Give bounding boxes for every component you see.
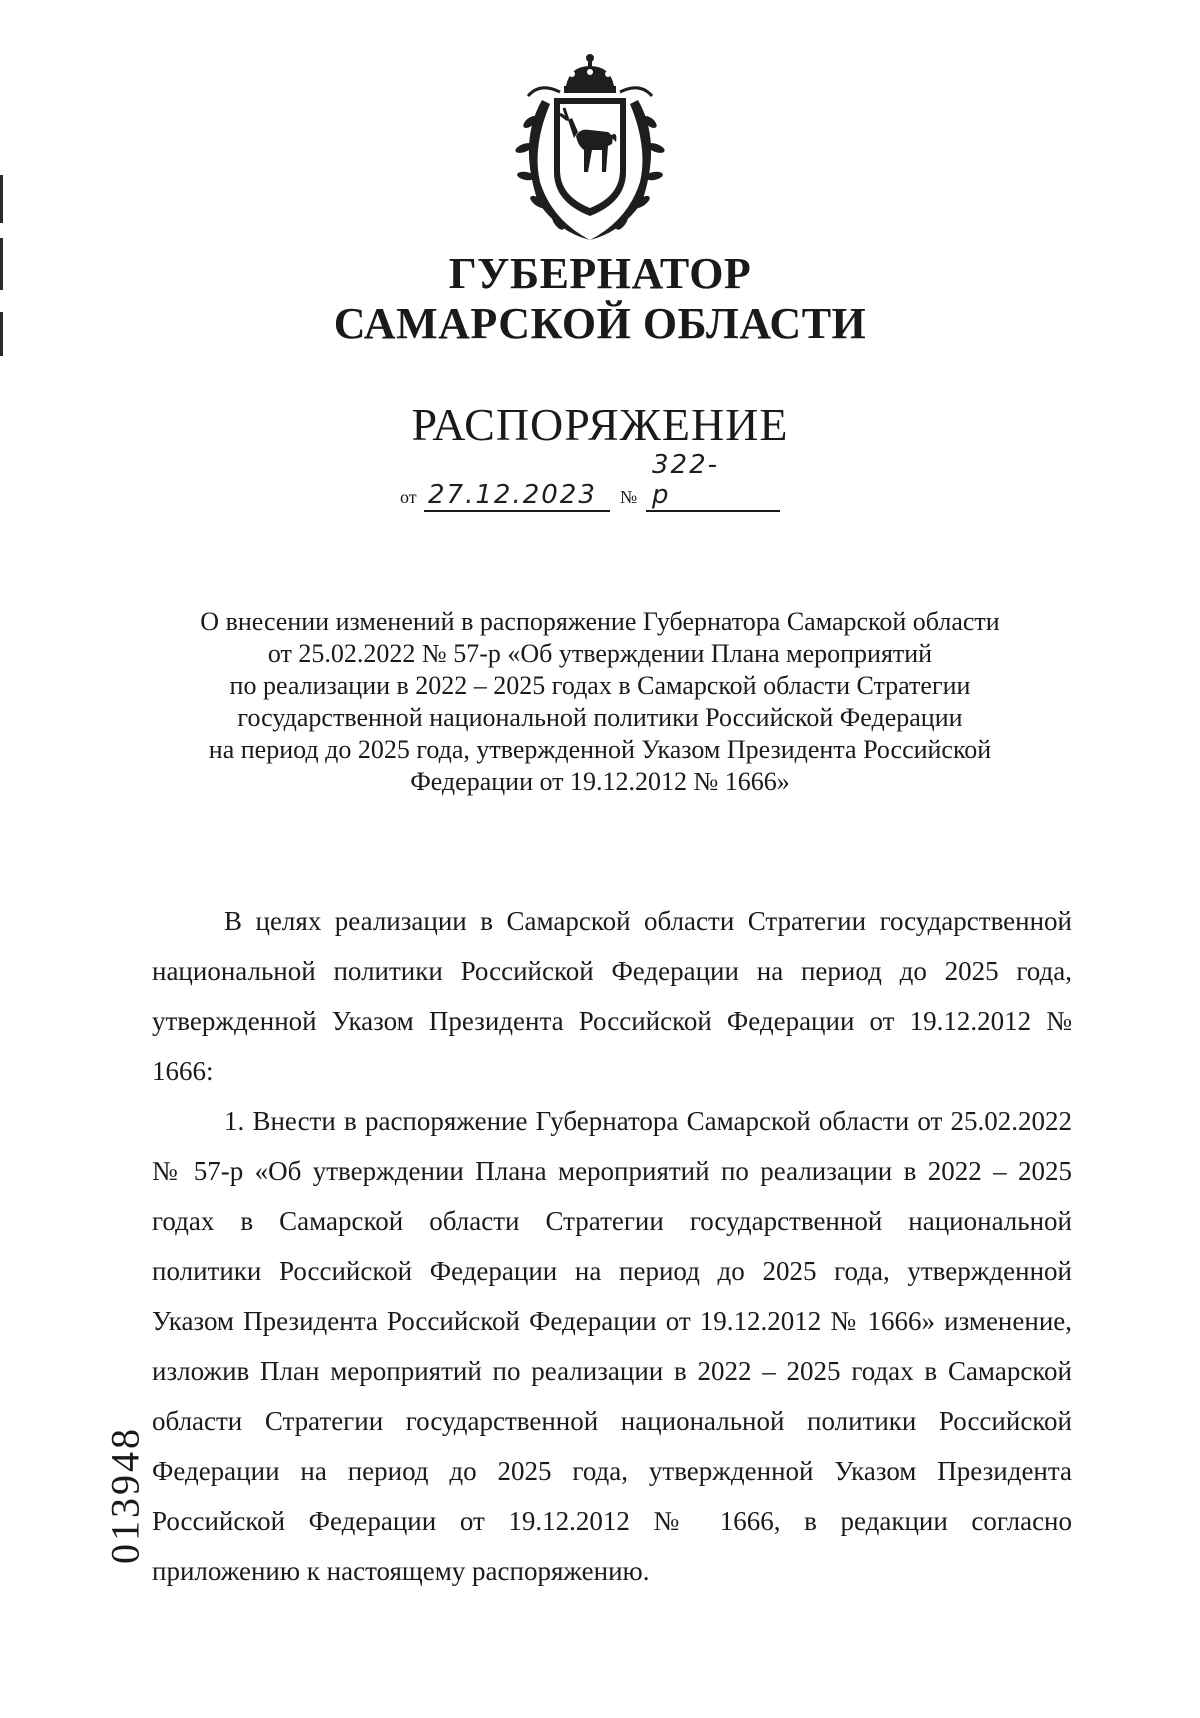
body-paragraph-preamble: В целях реализации в Самарской области Стратегии государственной национальной политики Российской Федерации на период до 2025 года, утвержденной Указом Президента Российской Федерации от 19.12.2012 № 1666: bbox=[152, 906, 1072, 1086]
subject-line: государственной национальной политики Российской Федерации bbox=[237, 703, 963, 732]
side-registration-number: 013948 bbox=[102, 1426, 148, 1564]
document-subject bbox=[160, 606, 1040, 798]
subject-line: О внесении изменений в распоряжение Губернатора Самарской области bbox=[200, 607, 1000, 636]
document-date: 27.12.2023 bbox=[428, 480, 597, 510]
subject-line: по реализации в 2022 – 2025 годах в Самарской области Стратегии bbox=[229, 671, 971, 700]
org-title-line2: САМАРСКОЙ ОБЛАСТИ bbox=[333, 299, 867, 348]
document-number: 322-р bbox=[652, 450, 720, 510]
subject-line: Федерации от 19.12.2012 № 1666» bbox=[410, 767, 790, 796]
subject-line: на период до 2025 года, утвержденной Указом Президента Российской bbox=[208, 735, 992, 764]
number-underline bbox=[646, 510, 780, 512]
org-title-line1: ГУБЕРНАТОР bbox=[448, 249, 752, 298]
coat-of-arms-icon bbox=[500, 52, 680, 244]
body-paragraph-item-1: 1. Внести в распоряжение Губернатора Самарской области от 25.02.2022 № 57-р «Об утверждении Плана мероприятий по реализации в 2022 – 2025 годах в Самарской области Стратегии государственной национальной политики Российской Федерации на период до 2025 года, утвержденной Указом Президента Российской Федерации от 19.12.2012 № 1666» изменение, изложив План мероприятий по реализации в 2022 – 2025 годах в Самарской области Стратегии государственной национальной политики Российской Федерации на период до 2025 года, утвержденной Указом Президента Российской Федерации от 19.12.2012 № 1666, в редакции согласно приложению к настоящему распоряжению. bbox=[152, 1106, 1072, 1586]
subject-line: от 25.02.2022 № 57-р «Об утверждении Плана мероприятий bbox=[267, 639, 933, 668]
scan-edge-mark bbox=[0, 175, 3, 223]
date-underline bbox=[424, 510, 610, 512]
document-type-title: РАСПОРЯЖЕНИЕ bbox=[411, 399, 789, 450]
date-from-label: от bbox=[400, 487, 417, 507]
number-label: № bbox=[620, 487, 638, 507]
